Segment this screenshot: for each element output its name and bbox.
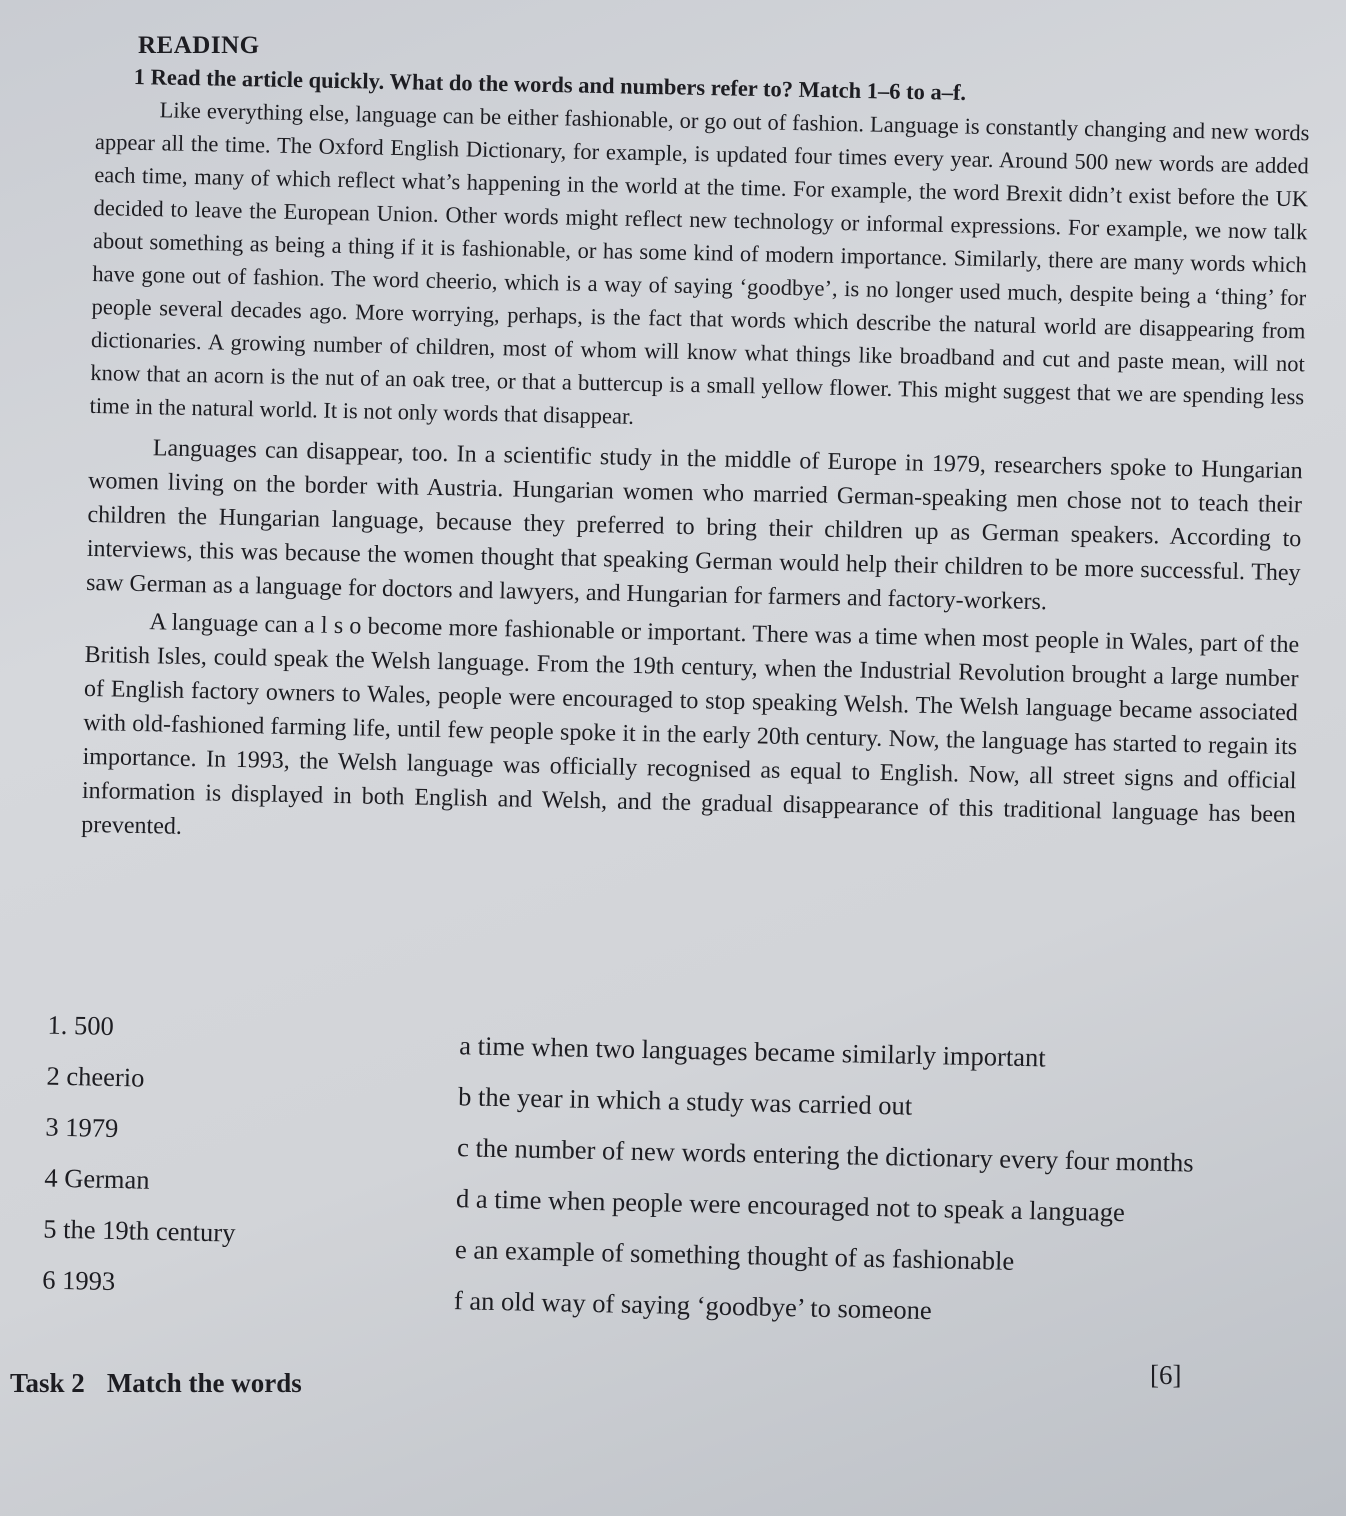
marks-total: [6] (1150, 1360, 1182, 1390)
matching-option-c: c the number of new words entering the dictionary every four months (456, 1132, 1194, 1178)
matching-options-list (453, 1027, 1339, 1351)
task-2-heading (10, 1368, 302, 1399)
matching-option-f: f an old way of saying ‘goodbye’ to someone (453, 1285, 933, 1326)
matching-item-3: 3 1979 (45, 1111, 119, 1144)
matching-option-a: a time when two languages became similarly important (458, 1030, 1046, 1073)
matching-option-e: e an example of something thought of as fashionable (454, 1234, 1015, 1276)
article-text (81, 92, 1310, 870)
task-2-title: Match the words (106, 1368, 302, 1398)
matching-exercise (13, 1006, 1329, 1353)
article-paragraph-2: Languages can disappear, too. In a scientific study in the middle of Europe in 1979, researchers spoke to Hungarian women living on the border with Austria. Hungarian women who married German-speaking men chose not to teach their children the Hungarian language, because they preferred to bring their children up as German speakers. According to interviews, this was because the women thought that speaking German would help their children to be more successful. They saw German as a language for doctors and lawyers, and Hungarian for farmers and factory-workers. (85, 435, 1303, 616)
section-heading: READING (138, 32, 260, 59)
task-2-number: Task 2 (10, 1368, 85, 1398)
matching-item-2: 2 cheerio (46, 1060, 145, 1093)
matching-item-6: 6 1993 (41, 1264, 116, 1297)
article-paragraph-3: A language can a l s o become more fashionable or important. There was a time when most people in Wales, part of the British Isles, could speak the Welsh language. From the 19th century, when the Industrial Revolution brought a large number of English factory owners to Wales, people were encouraged to stop speaking Welsh. The Welsh language became associated with old-fashioned farming life, until few people spoke it in the early 20th century. Now, the language has started to regain its importance. In 1993, the Welsh language was officially recognised as equal to English. Now, all street signs and official information is displayed in both English and Welsh, and the gradual disappearance of this traditional language has been prevented. (81, 609, 1300, 840)
matching-item-4: 4 German (44, 1162, 150, 1195)
matching-item-1: 1. 500 (47, 1009, 115, 1041)
matching-item-5: 5 the 19th century (43, 1213, 236, 1248)
exercise-instruction: 1 Read the article quickly. What do the words and numbers refer to? Match 1–6 to a–f. (133, 64, 967, 105)
matching-items-list (42, 1007, 408, 1320)
matching-option-b: b the year in which a study was carried out (457, 1081, 913, 1121)
matching-option-d: d a time when people were encouraged not to speak a language (455, 1183, 1126, 1228)
article-paragraph-1: Like everything else, language can be either fashionable, or go out of fashion. Language is constantly changing and new words appear all the time. The Oxford English Dictionary, for example, is updated four times every year. Around 500 new words are added each time, many of which reflect what’s happening in the world at the time. For example, the word Brexit didn’t exist before the UK decided to leave the European Union. Other words might reflect new technology or informal expressions. For example, we now talk about something as being a thing if it is fashionable, or has some kind of modern importance. Similarly, there are many words which have gone out of fashion. The word cheerio, which is a way of saying ‘goodbye’, is no longer used much, despite being a ‘thing’ for people several decades ago. More worrying, perhaps, is the fact that words which describe the natural world are disappearing from dictionaries. A growing number of children, most of whom will know what things like broadband and cut and paste mean, will not know that an acorn is the nut of an oak tree, or that a buttercup is a small yellow flower. This might suggest that we are spending less time in the natural world. It is not only words that disappear. (89, 97, 1310, 429)
